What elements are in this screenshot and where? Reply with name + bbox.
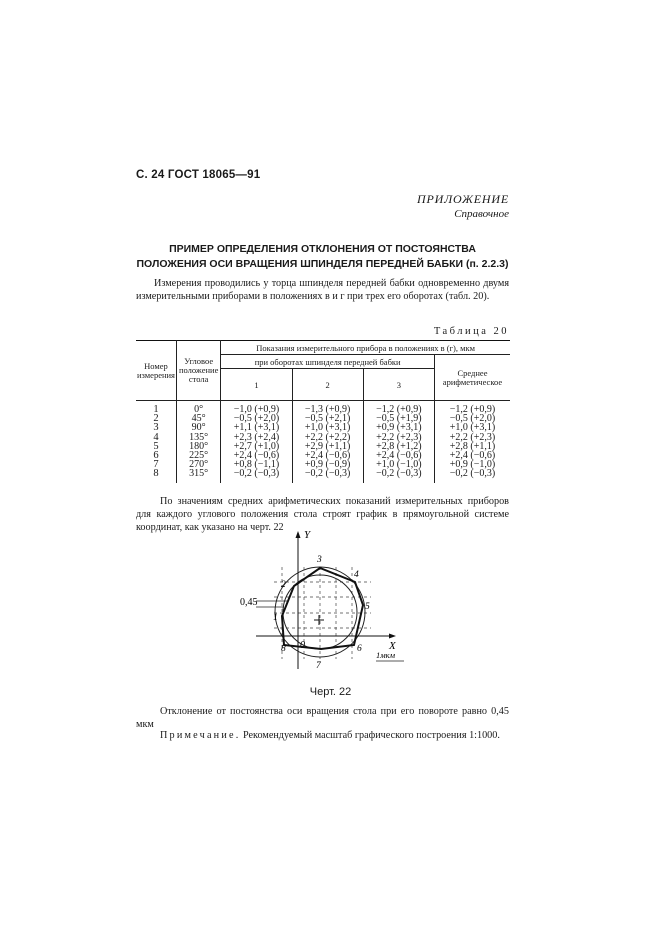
col-header-rev-2: 2 [292,369,363,401]
cell-angle: 45° [191,413,206,425]
appendix-sublabel: Справочное [454,208,509,220]
appendix-label: ПРИЛОЖЕНИЕ [417,192,509,206]
col-header-revolutions: при оборотах шпинделя передней бабки [221,355,435,369]
cell-reading: +2,2 (+2,2) [304,431,351,443]
cell-reading: +0,9 (+3,1) [376,422,422,434]
cell-reading: +1,0 (+3,1) [304,422,351,434]
cell-reading: +2,2 (+2,3) [376,431,422,443]
col-header-number: Номер измерения [136,341,176,401]
polar-deviation-figure [226,527,416,679]
section-title [136,242,509,272]
dimension-label: 0,45 [240,597,258,608]
col-header-rev-1: 1 [221,369,292,401]
intro-paragraph: Измерения проводились у торца шпинделя передней бабки одновременно двумя измерительными приборами в положениях в и г при трех его оборотах (табл. 20). [136,278,509,302]
note-text: Рекомендуемый масштаб графического построения 1:1000. [242,730,500,741]
cell-number: 2 [153,413,159,425]
col-header-rev-3: 3 [363,369,434,401]
measurements-table [136,340,510,483]
point-label-3: 3 [317,555,322,565]
cell-angle: 0° [194,404,204,415]
cell-average: +2,8 (+1,1) [449,440,496,452]
graph-paragraph: По значениям средних арифметических показаний измерительных приборов для каждого углового положения стола строят график в прямоугольной системе координат, как указано на черт. 22 [136,496,509,533]
cell-reading: −0,2 (−0,3) [304,468,351,480]
deviation-polygon [282,568,363,649]
column-numbers [136,401,176,483]
cell-number: 7 [153,459,159,471]
page-header: С. 24 ГОСТ 18065—91 [136,169,261,181]
cell-angle: 270° [189,459,209,471]
cell-reading: +2,4 (−0,6) [376,450,422,462]
cell-number: 8 [153,468,159,480]
point-label-4: 4 [354,570,359,580]
cell-reading: −1,3 (+0,9) [304,404,351,415]
cell-reading: +2,8 (+1,2) [376,440,422,452]
cell-reading: +1,1 (+3,1) [233,422,280,434]
cell-reading: +2,4 (−0,6) [304,450,351,462]
point-label-1: 1 [273,613,278,623]
point-label-8: 8 [281,644,286,654]
cell-average: +0,9 (−1,0) [449,459,496,471]
column-rev-2 [292,401,363,483]
cell-number: 3 [153,422,159,434]
cell-reading: −0,5 (+2,0) [233,413,280,425]
cell-number: 4 [153,431,159,443]
cell-reading: +2,9 (+1,1) [304,440,351,452]
cell-number: 6 [153,450,159,462]
cell-reading: +0,8 (−1,1) [233,459,280,471]
x-axis-label: X [389,640,396,652]
y-axis-arrow [296,531,301,538]
column-rev-1 [221,401,292,483]
column-angles [176,401,220,483]
point-label-6: 6 [357,644,362,654]
cell-average: −0,2 (−0,3) [449,468,496,480]
cell-reading: −0,2 (−0,3) [233,468,280,480]
note [160,730,500,741]
cell-reading: +2,7 (+1,0) [233,440,280,452]
point-label-2: 2 [281,580,286,590]
cell-reading: +0,9 (−0,9) [304,459,351,471]
column-average [434,401,510,483]
col-header-angle: Угловое положение стола [176,341,220,401]
cell-angle: 90° [191,422,206,434]
cell-reading: −0,5 (+1,9) [376,413,422,425]
col-header-average: Среднее арифметическое [434,355,510,401]
cell-reading: −1,0 (+0,9) [233,404,280,415]
conclusion-paragraph: Отклонение от постоянства оси вращения стола при его повороте равно 0,45 мкм [136,706,509,730]
x-axis-arrow [389,634,396,639]
point-label-7: 7 [316,661,321,671]
cell-reading: −0,2 (−0,3) [376,468,422,480]
cell-average: −1,2 (+0,9) [449,404,496,415]
cell-angle: 315° [189,468,209,480]
y-axis-label: Y [304,529,311,541]
figure-caption: Черт. 22 [309,686,352,698]
origin-label: 0 [300,640,305,651]
scale-label: 1мкм [376,650,396,660]
cell-angle: 225° [189,450,209,462]
cell-number: 1 [153,404,159,415]
section-title-line1: ПРИМЕР ОПРЕДЕЛЕНИЯ ОТКЛОНЕНИЯ ОТ ПОСТОЯНСТВА [169,243,476,255]
cell-angle: 135° [189,431,209,443]
cell-reading: −1,2 (+0,9) [376,404,422,415]
cell-number: 5 [153,440,159,452]
table-caption: Таблица 20 [433,326,509,337]
cell-average: +1,0 (+3,1) [449,422,496,434]
cell-angle: 180° [189,440,209,452]
point-label-5: 5 [365,602,370,612]
cell-reading: +2,3 (+2,4) [233,431,280,443]
col-header-readings: Показания измерительного прибора в положениях в (г), мкм [221,341,510,355]
column-rev-3 [363,401,434,483]
cell-reading: −0,5 (+2,1) [304,413,351,425]
cell-average: +2,4 (−0,6) [449,450,496,462]
cell-average: −0,5 (+2,0) [449,413,496,425]
section-title-line2: ПОЛОЖЕНИЯ ОСИ ВРАЩЕНИЯ ШПИНДЕЛЯ ПЕРЕДНЕЙ БАБКИ (п. 2.2.3) [136,258,509,270]
cell-reading: +1,0 (−1,0) [376,459,422,471]
cell-average: +2,2 (+2,3) [449,431,496,443]
note-label: Примечание. [160,730,241,741]
cell-reading: +2,4 (−0,6) [233,450,280,462]
